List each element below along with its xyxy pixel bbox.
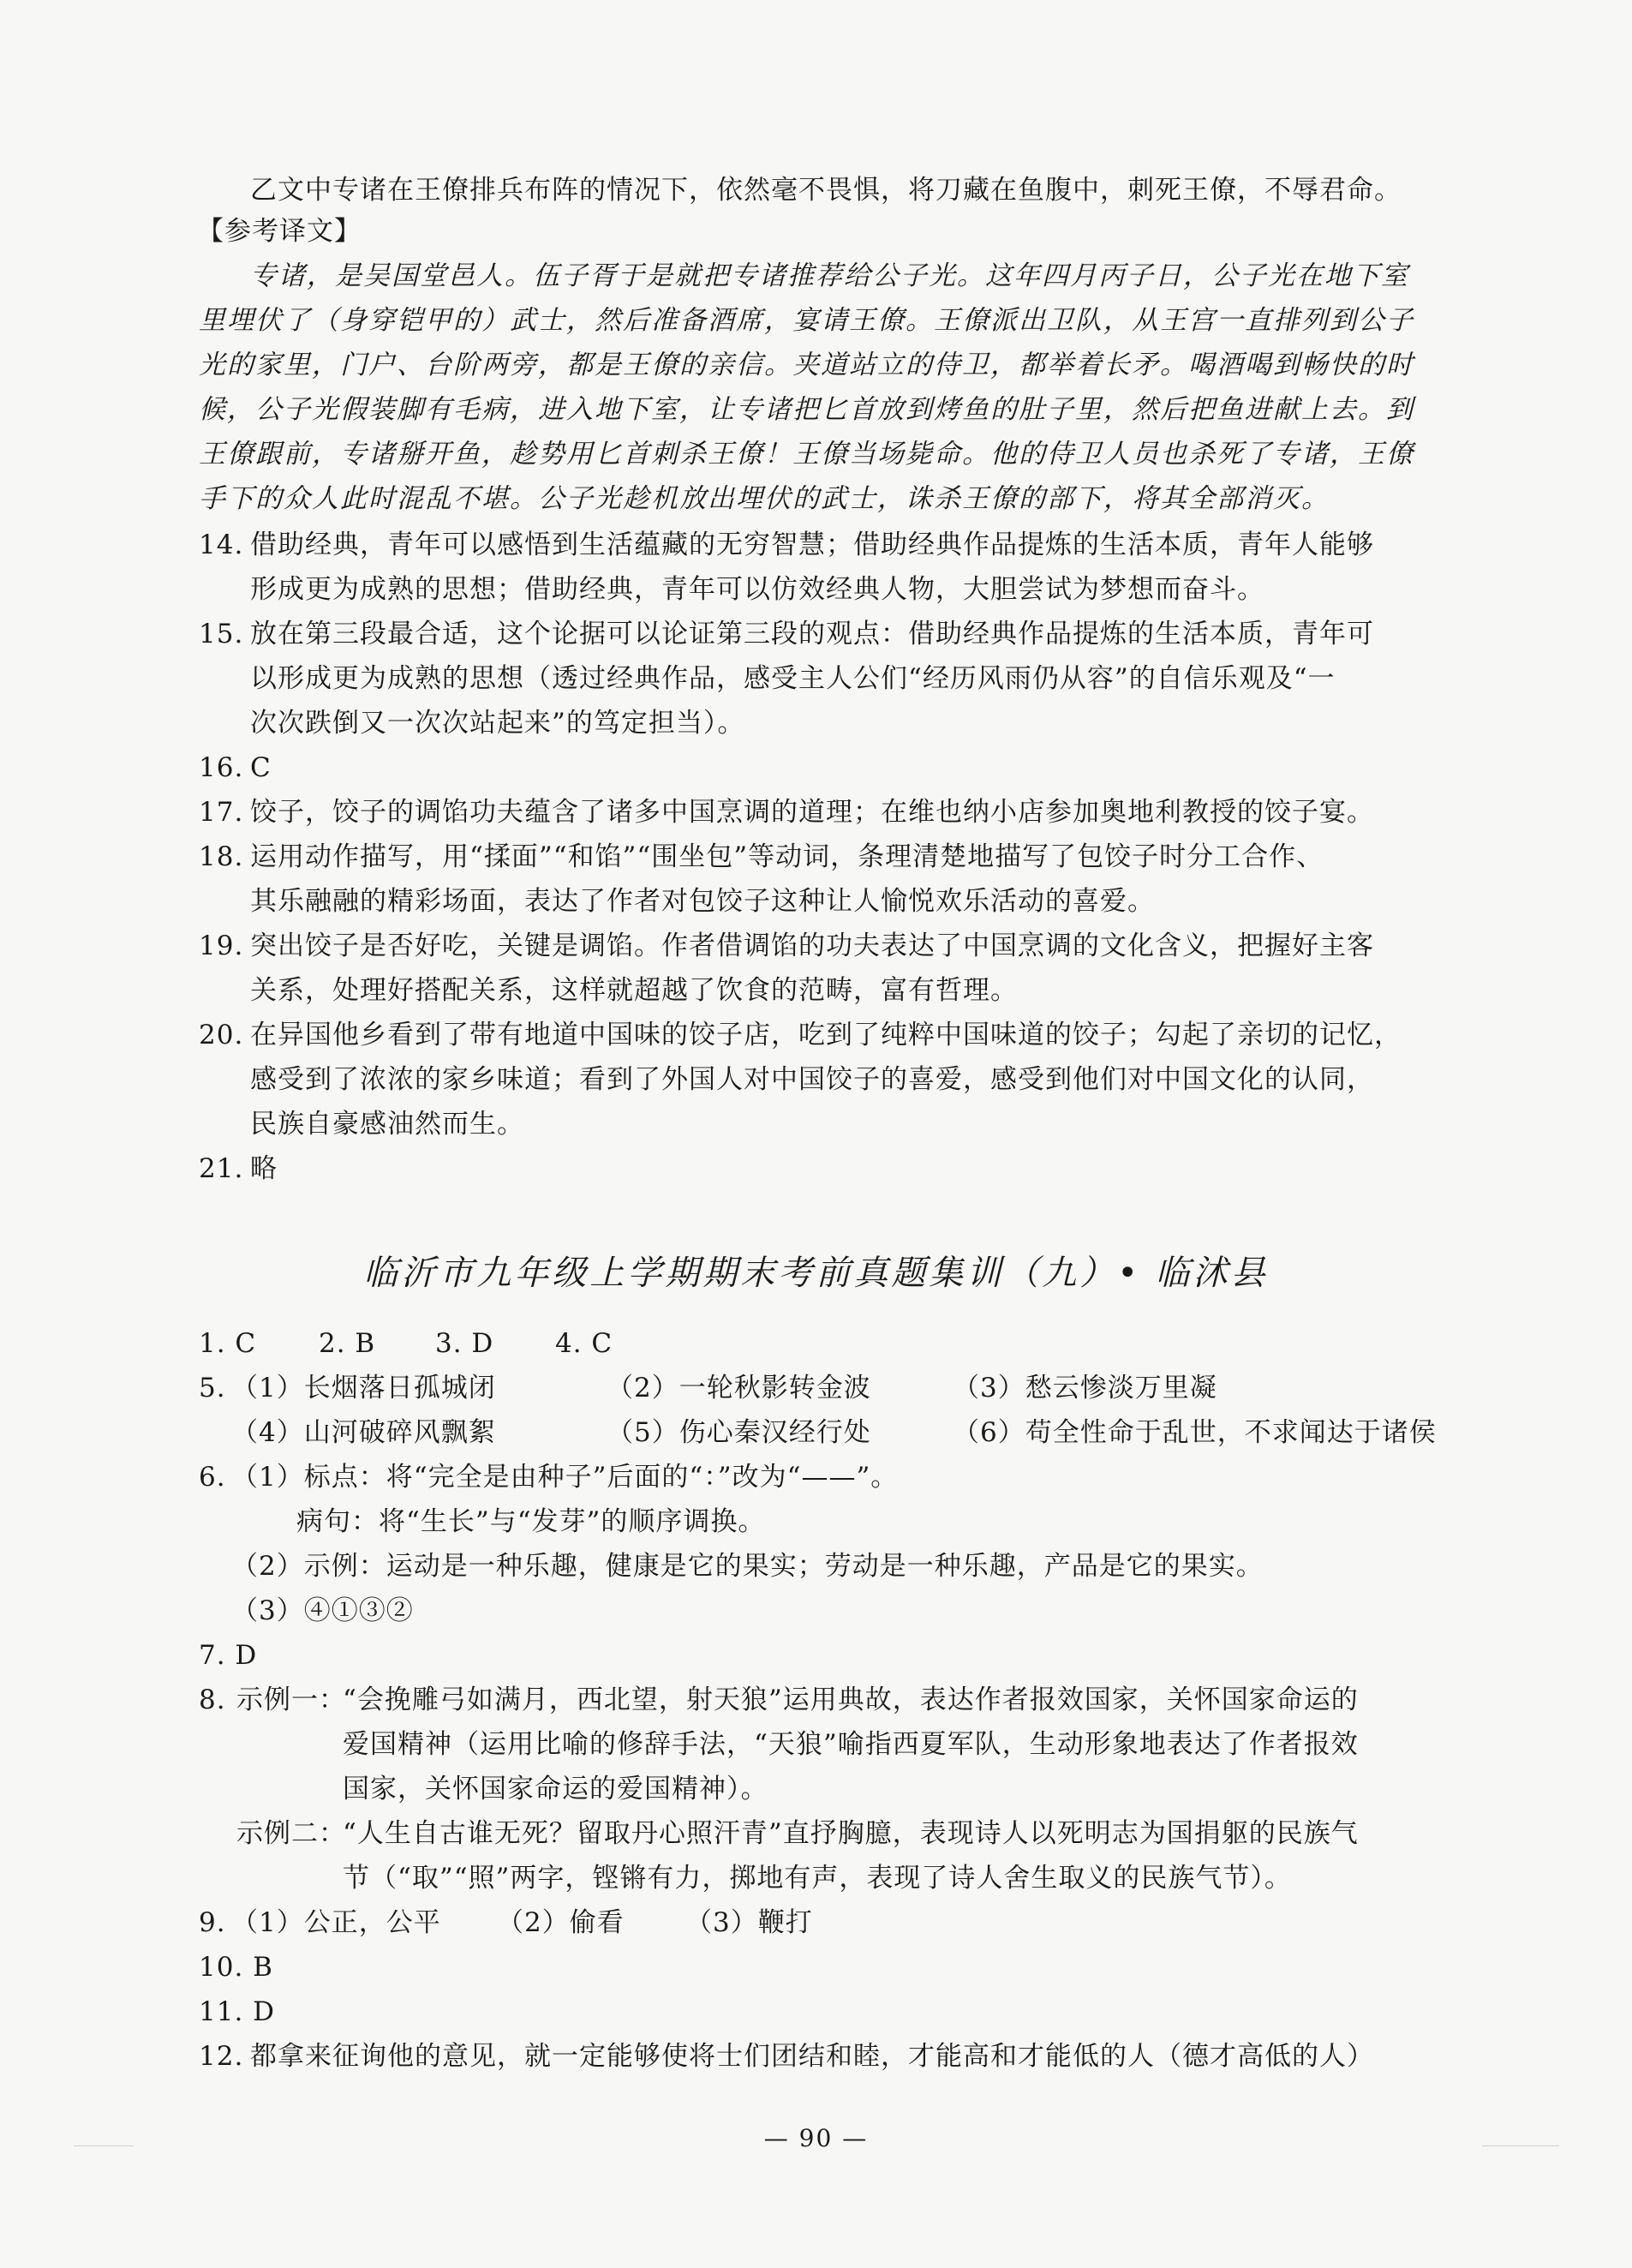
translation-line: 里埋伏了（身穿铠甲的）武士，然后准备酒席，宴请王僚。王僚派出卫队，从王宫一直排列到公子	[199, 305, 1414, 336]
answer-q5-3: （3）愁云惨淡万里凝	[953, 1373, 1217, 1403]
answer-q10: 10. B	[199, 1952, 273, 1983]
answer-q2: 2. B	[319, 1328, 376, 1359]
footer-rule-right	[1482, 2145, 1559, 2146]
answer-q3: 3. D	[435, 1328, 494, 1359]
answer-text: 形成更为成熟的思想；借助经典，青年可以仿效经典人物，大胆尝试为梦想而奋斗。	[250, 574, 1264, 605]
answer-number: 21.	[199, 1153, 244, 1184]
answer-text: 感受到了浓浓的家乡味道；看到了外国人对中国饺子的喜爱，感受到他们对中国文化的认同，	[250, 1064, 1374, 1095]
answer-text: 次次跌倒又一次次站起来”的笃定担当）。	[250, 708, 745, 739]
answer-text: 其乐融融的精彩场面，表达了作者对包饺子这种让人愉悦欢乐活动的喜爱。	[250, 886, 1155, 917]
answer-q12: 都拿来征询他的意见，就一定能够使将士们团结和睦，才能高和才能低的人（德才高低的人）	[250, 2041, 1374, 2072]
answer-q11: 11. D	[199, 1996, 276, 2027]
answer-q5-6: （6）苟全性命于乱世，不求闻达于诸侯	[953, 1417, 1437, 1448]
answer-number: 6.	[199, 1462, 226, 1493]
answer-number: 9.	[199, 1907, 226, 1938]
answer-q1: 1. C	[199, 1328, 257, 1359]
answer-number: 18.	[199, 841, 244, 872]
answer-q6-1b: 病句：将“生长”与“发芽”的顺序调换。	[296, 1506, 766, 1537]
answer-text: 略	[250, 1153, 278, 1184]
answer-q5-1: （1）长烟落日孤城闭	[231, 1373, 496, 1403]
answer-text: 运用动作描写，用“揉面”“和馅”“围坐包”等动词，条理清楚地描写了包饺子时分工合作、	[250, 841, 1324, 872]
answer-q4: 4. C	[555, 1328, 613, 1359]
answer-q6-1a: （1）标点：将“完全是由种子”后面的“：”改为“——”。	[231, 1462, 899, 1493]
answer-q5-4: （4）山河破碎风飘絮	[231, 1417, 496, 1448]
answer-number: 5.	[199, 1373, 226, 1403]
answer-text: “人生自古谁无死？留取丹心照汗青”直抒胸臆，表现诗人以死明志为国捐躯的民族气	[343, 1818, 1359, 1849]
answer-text: 节（“取”“照”两字，铿锵有力，掷地有声，表现了诗人舍生取义的民族气节）。	[343, 1863, 1292, 1894]
answer-text: 国家，关怀国家命运的爱国精神）。	[343, 1774, 768, 1804]
answer-q5-5: （5）伤心秦汉经行处	[607, 1417, 871, 1448]
answer-q6-2: （2）示例：运动是一种乐趣，健康是它的果实；劳动是一种乐趣，产品是它的果实。	[231, 1551, 1264, 1582]
reference-translation-heading: 【参考译文】	[197, 216, 362, 247]
answer-number: 8.	[199, 1685, 226, 1715]
answer-number: 20.	[199, 1020, 244, 1050]
answer-number: 12.	[199, 2041, 244, 2072]
example-label: 示例二：	[236, 1818, 346, 1849]
intro-text: 乙文中专诸在王僚排兵布阵的情况下，依然毫不畏惧，将刀藏在鱼腹中，刺死王僚，不辱君命。	[250, 175, 1402, 206]
answer-text: C	[250, 752, 272, 783]
answer-number: 15.	[199, 619, 244, 649]
answer-text: 民族自豪感油然而生。	[250, 1109, 524, 1140]
section-title: 临沂市九年级上学期期末考前真题集训（九）• 临沭县	[363, 1254, 1269, 1293]
answer-text: 以形成更为成熟的思想（透过经典作品，感受主人公们“经历风雨仍从容”的自信乐观及“一	[250, 663, 1336, 694]
answer-q9-1: （1）公正，公平	[231, 1907, 441, 1938]
translation-line: 王僚跟前，专诸掰开鱼，趁势用匕首刺杀王僚！王僚当场毙命。他的侍卫人员也杀死了专诸，王僚	[199, 439, 1414, 470]
example-label: 示例一：	[236, 1685, 346, 1715]
footer-rule-left	[74, 2145, 134, 2146]
answer-number: 17.	[199, 797, 244, 828]
answer-q7: 7. D	[199, 1640, 258, 1671]
answer-text: “会挽雕弓如满月，西北望，射天狼”运用典故，表达作者报效国家，关怀国家命运的	[343, 1685, 1359, 1715]
answer-text: 突出饺子是否好吃，关键是调馅。作者借调馅的功夫表达了中国烹调的文化含义，把握好主客	[250, 931, 1374, 961]
translation-line: 候，公子光假装脚有毛病，进入地下室，让专诸把匕首放到烤鱼的肚子里，然后把鱼进献上去。到	[199, 394, 1414, 425]
answer-text: 爱国精神（运用比喻的修辞手法，“天狼”喻指西夏军队，生动形象地表达了作者报效	[343, 1729, 1359, 1760]
answer-number: 19.	[199, 931, 244, 961]
answer-q6-3: （3）④①③②	[231, 1595, 414, 1626]
answer-text: 借助经典，青年可以感悟到生活蕴藏的无穷智慧；借助经典作品提炼的生活本质，青年人能够	[250, 530, 1374, 560]
answer-text: 关系，处理好搭配关系，这样就超越了饮食的范畴，富有哲理。	[250, 975, 1018, 1006]
answer-text: 在异国他乡看到了带有地道中国味的饺子店，吃到了纯粹中国味道的饺子；勾起了亲切的记忆，	[250, 1020, 1402, 1050]
answer-q9-3: （3）鞭打	[685, 1907, 813, 1938]
answer-number: 14.	[199, 530, 244, 560]
page-number: — 90 —	[763, 2124, 869, 2152]
answer-number: 16.	[199, 752, 244, 783]
translation-line: 光的家里，门户、台阶两旁，都是王僚的亲信。夹道站立的侍卫，都举着长矛。喝酒喝到畅快的时	[199, 350, 1414, 380]
answer-text: 饺子，饺子的调馅功夫蕴含了诸多中国烹调的道理；在维也纳小店参加奥地利教授的饺子宴。	[250, 797, 1374, 828]
answer-q5-2: （2）一轮秋影转金波	[607, 1373, 871, 1403]
answer-q9-2: （2）偷看	[497, 1907, 625, 1938]
translation-line: 专诸，是吴国堂邑人。伍子胥于是就把专诸推荐给公子光。这年四月丙子日，公子光在地下室	[250, 260, 1409, 291]
answer-text: 放在第三段最合适，这个论据可以论证第三段的观点：借助经典作品提炼的生活本质，青年可	[250, 619, 1374, 649]
translation-line: 手下的众人此时混乱不堪。公子光趁机放出埋伏的武士，诛杀王僚的部下，将其全部消灭。	[199, 483, 1330, 514]
